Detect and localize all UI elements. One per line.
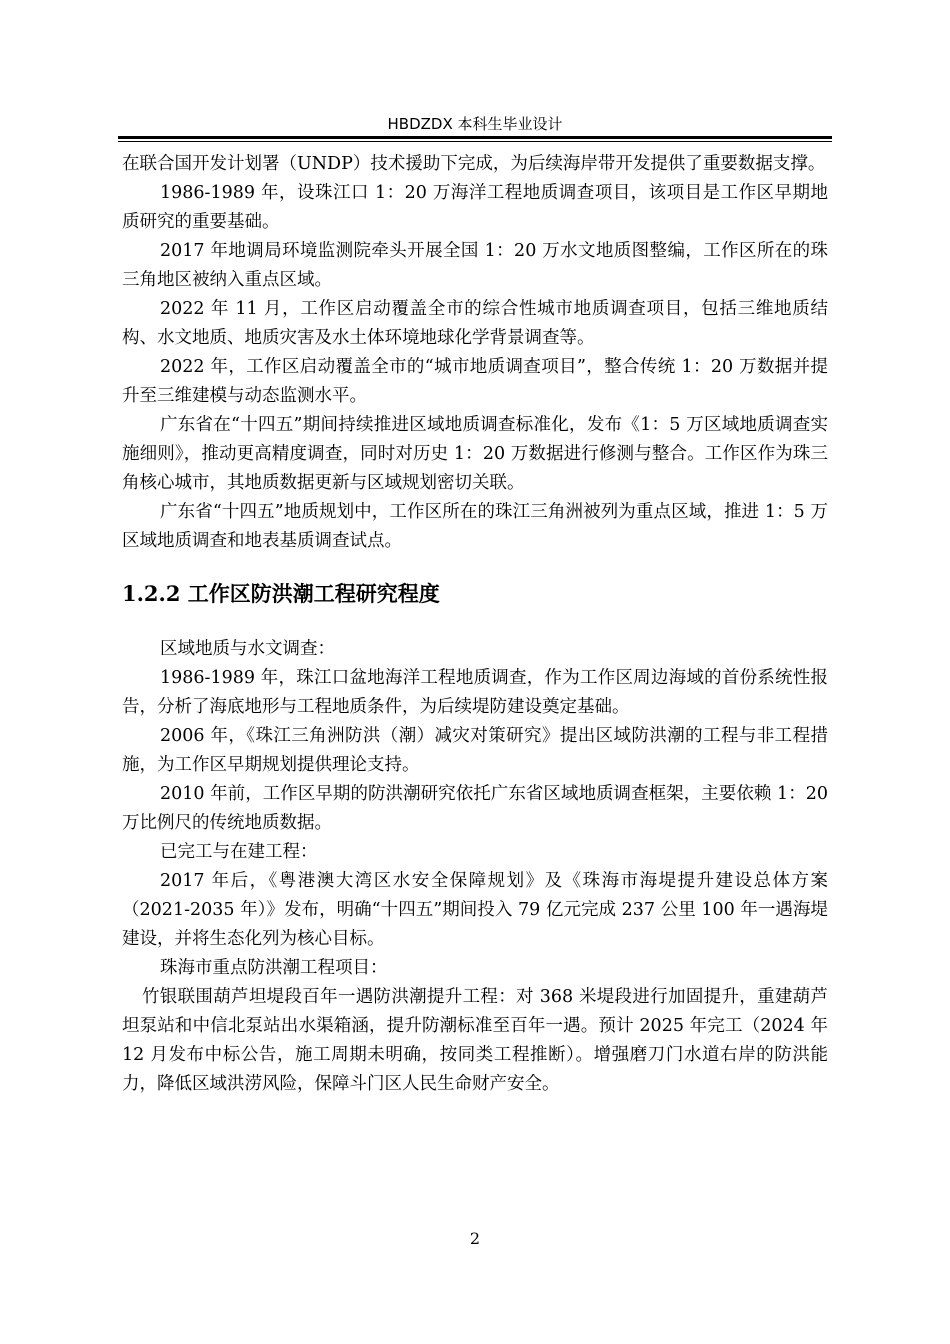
section-heading: 1.2.2 工作区防洪潮工程研究程度 [122, 581, 440, 606]
page-header: HBDZDX 本科生毕业设计 [387, 115, 563, 133]
subheading: 区域地质与水文调查： [160, 639, 335, 659]
paragraph: 2010 年前，工作区早期的防洪潮研究依托广东省区域地质调查框架，主要依赖 1：20 万比例尺的传统地质数据。 [122, 784, 828, 833]
paragraph: 2017 年地调局环境监测院牵头开展全国 1：20 万水文地质图整编，工作区所在的珠三角地区被纳入重点区域。 [122, 241, 828, 290]
header-rule-thin [118, 141, 832, 142]
paragraph: 竹银联围葫芦坦堤段百年一遇防洪潮提升工程：对 368 米堤段进行加固提升，重建葫芦坦泵站和中信北泵站出水渠箱涵，提升防潮标准至百年一遇。预计 2025 年完工（2024 年 12 月发布中标公告，施工周期未明确，按同类工程推断）。增强磨刀门水道右岸的防洪能力，降低区域洪涝风险，保障斗门区人民生命财产安全。 [122, 987, 828, 1094]
page-number: 2 [469, 1229, 481, 1248]
paragraph: 广东省“十四五”地质规划中，工作区所在的珠江三角洲被列为重点区域，推进 1：5 万区域地质调查和地表基质调查试点。 [122, 502, 828, 551]
paragraph: 2022 年，工作区启动覆盖全市的“城市地质调查项目”，整合传统 1：20 万数据并提升至三维建模与动态监测水平。 [122, 357, 828, 406]
paragraph: 在联合国开发计划署（UNDP）技术援助下完成，为后续海岸带开发提供了重要数据支撑。 [122, 154, 826, 174]
paragraph: 2006 年，《珠江三角洲防洪（潮）减灾对策研究》提出区域防洪潮的工程与非工程措施，为工作区早期规划提供理论支持。 [122, 726, 828, 775]
header-rule-thick [118, 136, 832, 139]
paragraph: 广东省在“十四五”期间持续推进区域地质调查标准化，发布《1：5 万区域地质调查实施细则》，推动更高精度调查，同时对历史 1：20 万数据进行修测与整合。工作区作为珠三角核心城市，其地质数据更新与区域规划密切关联。 [122, 415, 828, 493]
paragraph: 1986-1989 年，设珠江口 1：20 万海洋工程地质调查项目，该项目是工作区早期地质研究的重要基础。 [122, 183, 828, 232]
paragraph: 1986-1989 年，珠江口盆地海洋工程地质调查，作为工作区周边海域的首份系统性报告，分析了海底地形与工程地质条件，为后续堤防建设奠定基础。 [122, 668, 828, 717]
paragraph: 2017 年后，《粤港澳大湾区水安全保障规划》及《珠海市海堤提升建设总体方案（2021-2035 年）》发布，明确“十四五”期间投入 79 亿元完成 237 公里 100 年一遇海堤建设，并将生态化列为核心目标。 [122, 871, 828, 949]
document-body [122, 150, 828, 1099]
subheading: 已完工与在建工程： [160, 842, 318, 862]
paragraph: 2022 年 11 月，工作区启动覆盖全市的综合性城市地质调查项目，包括三维地质结构、水文地质、地质灾害及水土体环境地球化学背景调查等。 [122, 299, 828, 348]
subheading: 珠海市重点防洪潮工程项目： [160, 958, 388, 978]
